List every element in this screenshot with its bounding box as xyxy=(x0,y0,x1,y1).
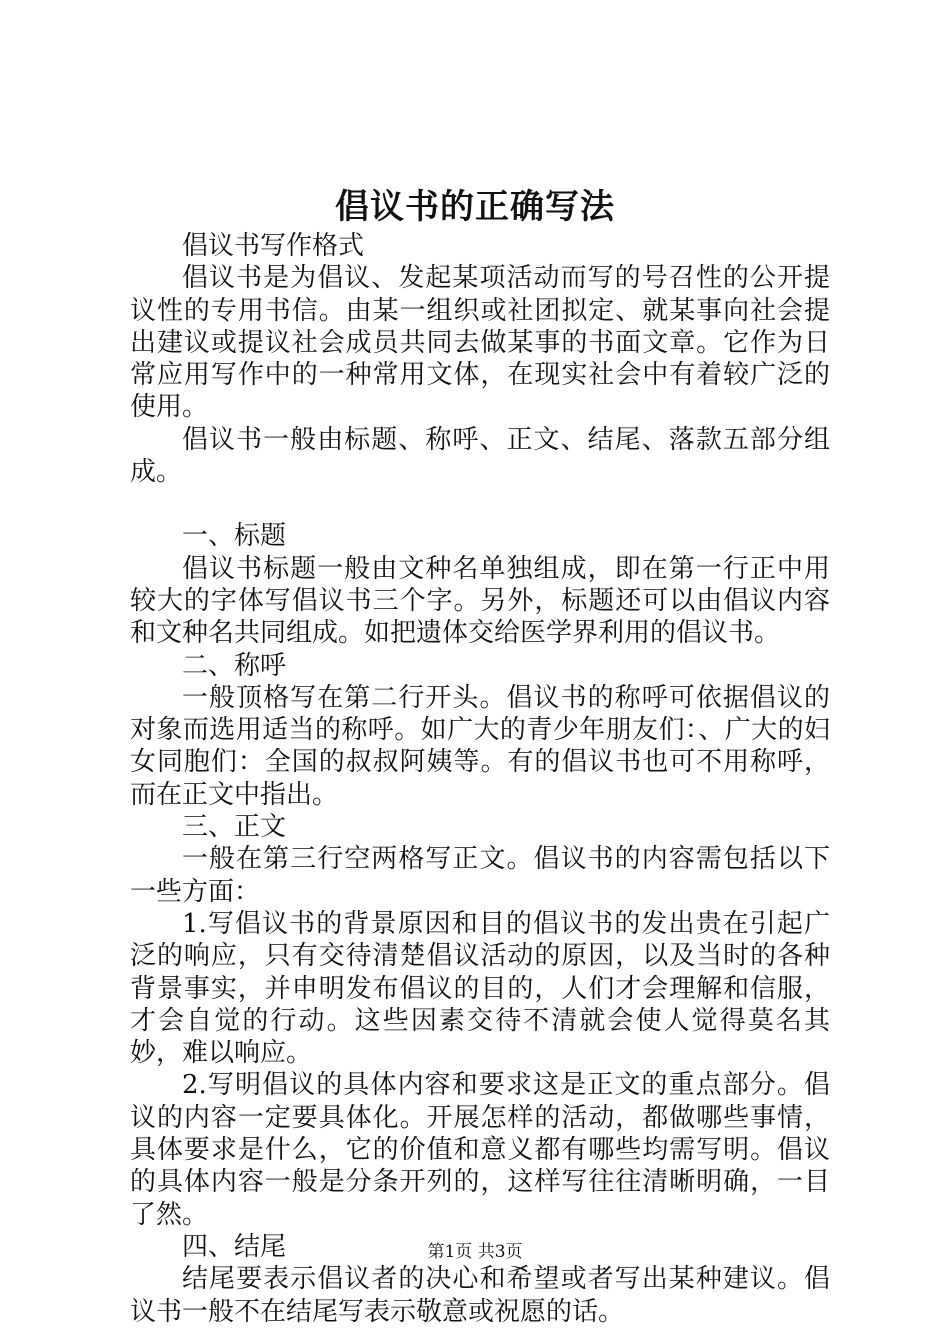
section-heading-format: 倡议书写作格式 xyxy=(182,231,365,261)
paragraph-salutation: 一般顶格写在第二行开头。倡议书的称呼可依据倡议的对象而选用适当的称呼。如广大的青少年朋友们：、广大的妇女同胞们：全国的叔叔阿姨等。有的倡议书也可不用称呼，而在正文中指出。 xyxy=(130,682,830,810)
page-title: 倡议书的正确写法 xyxy=(335,187,615,227)
section-heading-ending: 四、结尾 xyxy=(182,1231,287,1262)
document-body xyxy=(130,230,830,1328)
paragraph-title: 倡议书标题一般由文种名单独组成，即在第一行正中用较大的字体写倡议书三个字。另外，标题还可以由倡议内容和文种名共同组成。如把遗体交给医学界利用的倡议书。 xyxy=(130,553,830,649)
paragraph-body-item-1: 1.写倡议书的背景原因和目的倡议书的发出贵在引起广泛的响应，只有交待清楚倡议活动的原因，以及当时的各种背景事实，并申明发布倡议的目的，人们才会理解和信服，才会自觉的行动。这些因素交待不清就会使人觉得莫名其妙，难以响应。 xyxy=(130,908,830,1069)
paragraph-body-intro: 一般在第三行空两格写正文。倡议书的内容需包括以下一些方面： xyxy=(130,844,830,907)
section-heading-salutation: 二、称呼 xyxy=(182,650,287,681)
section-heading-title: 一、标题 xyxy=(182,521,287,552)
paragraph-body-item-2: 2.写明倡议的具体内容和要求这是正文的重点部分。倡议的内容一定要具体化。开展怎样的活动，都做哪些事情，具体要求是什么，它的价值和意义都有哪些均需写明。倡议的具体内容一般是分条开列的，这样写往往清晰明确，一目了然。 xyxy=(130,1070,830,1230)
paragraph-ending: 结尾要表示倡议者的决心和希望或者写出某种建议。倡议书一般不在结尾写表示敬意或祝愿的话。 xyxy=(130,1264,830,1327)
page-footer: 第1页 共3页 xyxy=(427,1242,523,1262)
paragraph-structure: 倡议书一般由标题、称呼、正文、结尾、落款五部分组成。 xyxy=(130,424,830,488)
section-heading-body: 三、正文 xyxy=(182,812,287,843)
paragraph-definition: 倡议书是为倡议、发起某项活动而写的号召性的公开提议性的专用书信。由某一组织或社团拟定、就某事向社会提出建议或提议社会成员共同去做某事的书面文章。它作为日常应用写作中的一种常用文体，在现实社会中有着较广泛的使用。 xyxy=(130,263,830,423)
